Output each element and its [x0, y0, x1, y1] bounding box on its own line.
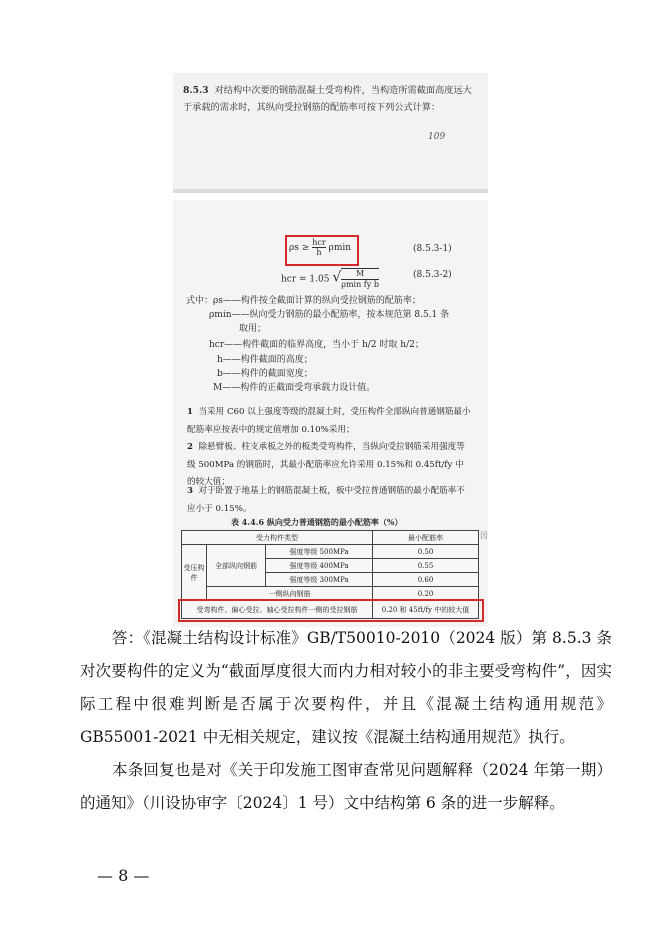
table-mark-icon: 図 [480, 531, 488, 540]
eq2-num: M [341, 269, 379, 280]
note-3 [187, 483, 472, 518]
definition-line: b——构件的截面宽度； [217, 369, 313, 379]
equation-1 [289, 238, 351, 257]
eq2-den: ρmin fy b [341, 280, 379, 289]
eq1-den: h [316, 248, 322, 257]
table-cell: 0.20 [373, 587, 479, 601]
table-group-cell: 受压构件 [182, 545, 207, 601]
table-cell: 一侧纵向钢筋 [207, 587, 373, 601]
eq1-num: hcr [312, 238, 326, 247]
table-row-highlight-box [178, 599, 484, 622]
definition-line: 式中：ρs——构件按全截面计算的纵向受拉钢筋的配筋率； [186, 296, 421, 306]
definition-line: M——构件的正截面受弯承载力设计值。 [213, 383, 376, 393]
table-cell: 0.60 [373, 573, 479, 587]
eq1-number: (8.5.3-1) [413, 244, 452, 254]
table-cell: 强度等级 500MPa [266, 545, 373, 559]
eq1-lhs: ρs ≥ [289, 243, 310, 253]
clause-number: 8.5.3 [183, 85, 209, 96]
table-header: 受力构件类型 [182, 531, 373, 545]
eq2-lhs: hcr = 1.05 [281, 274, 330, 285]
table-cell: 受弯构件、偏心受拉、轴心受拉构件一侧的受拉钢筋 [182, 601, 373, 619]
table-cell: 0.55 [373, 559, 479, 573]
standard-excerpt-clause [173, 73, 488, 193]
note-text: 除悬臂板、柱支承板之外的板类受弯构件，当纵向受拉钢筋采用强度等级 500MPa 的钢筋时，其最小配筋率应允许采用 0.15%和 0.45ft/fy 中的较大值； [187, 442, 465, 487]
table-cell: 强度等级 300MPa [266, 573, 373, 587]
excerpt-divider [173, 189, 488, 193]
table-cell: 0.50 [373, 545, 479, 559]
note-number: 2 [187, 442, 193, 452]
note-text: 当采用 C60 以上强度等级的混凝土时，受压构件全部纵向普通钢筋最小配筋率应按表中的规定值增加 0.10%采用； [187, 407, 471, 435]
eq2-number: (8.5.3-2) [413, 270, 452, 280]
page-number: — 8 — [97, 866, 150, 885]
table-header: 最小配筋率 [373, 531, 479, 545]
clause-text: 对结构中次要的钢筋混凝土受弯构件，当构造所需截面高度远大于承载的需求时，其纵向受拉钢筋的配筋率可按下列公式计算： [183, 85, 472, 113]
definition-line: h——构件截面的高度； [217, 355, 313, 365]
standard-excerpt-formulas-table [173, 200, 488, 627]
clause-text-block [183, 82, 479, 116]
definition-line: hcr——构件截面的临界高度，当小于 h/2 时取 h/2； [209, 340, 424, 350]
note-number: 1 [187, 407, 193, 417]
followup-paragraph: 本条回复也是对《关于印发施工图审查常见问题解释（2024 年第一期）的通知》（川设协审字〔2024〕1 号）文中结构第 6 条的进一步解释。 [80, 761, 612, 812]
definition-line: 取用； [239, 324, 267, 334]
table-title: 表 4.4.6 纵向受力普通钢筋的最小配筋率（%） [231, 517, 403, 527]
answer-paragraph: 答：《混凝土结构设计标准》GB/T50010-2010（2024 版）第 8.5.3 条对次要构件的定义为“截面厚度很大而内力相对较小的非主要受弯构件”，因实际工程中很难判断是否属于次要构件，并且《混凝土结构通用规范》GB55001-2021 中无相关规定，建议按《混凝土结构通用规范》执行。 [80, 629, 612, 746]
equation-2: hcr = 1.05 √ M ρmin fy b [281, 269, 379, 289]
definition-line: ρmin——纵向受力钢筋的最小配筋率，按本规范第 8.5.1 条 [209, 310, 450, 320]
note-text: 对于卧置于地基上的钢筋混凝土板，板中受拉普通钢筋的最小配筋率不应小于 0.15%。 [187, 486, 465, 514]
excerpt-page-number: 109 [428, 132, 446, 142]
table-sub-cell: 全部纵向钢筋 [207, 545, 266, 587]
note-1 [187, 404, 472, 439]
table-cell: 强度等级 400MPa [266, 559, 373, 573]
eq1-rhs: ρmin [328, 243, 352, 253]
table-cell: 0.20 和 45ft/fy 中的较大值 [373, 601, 479, 619]
note-number: 3 [187, 486, 193, 496]
